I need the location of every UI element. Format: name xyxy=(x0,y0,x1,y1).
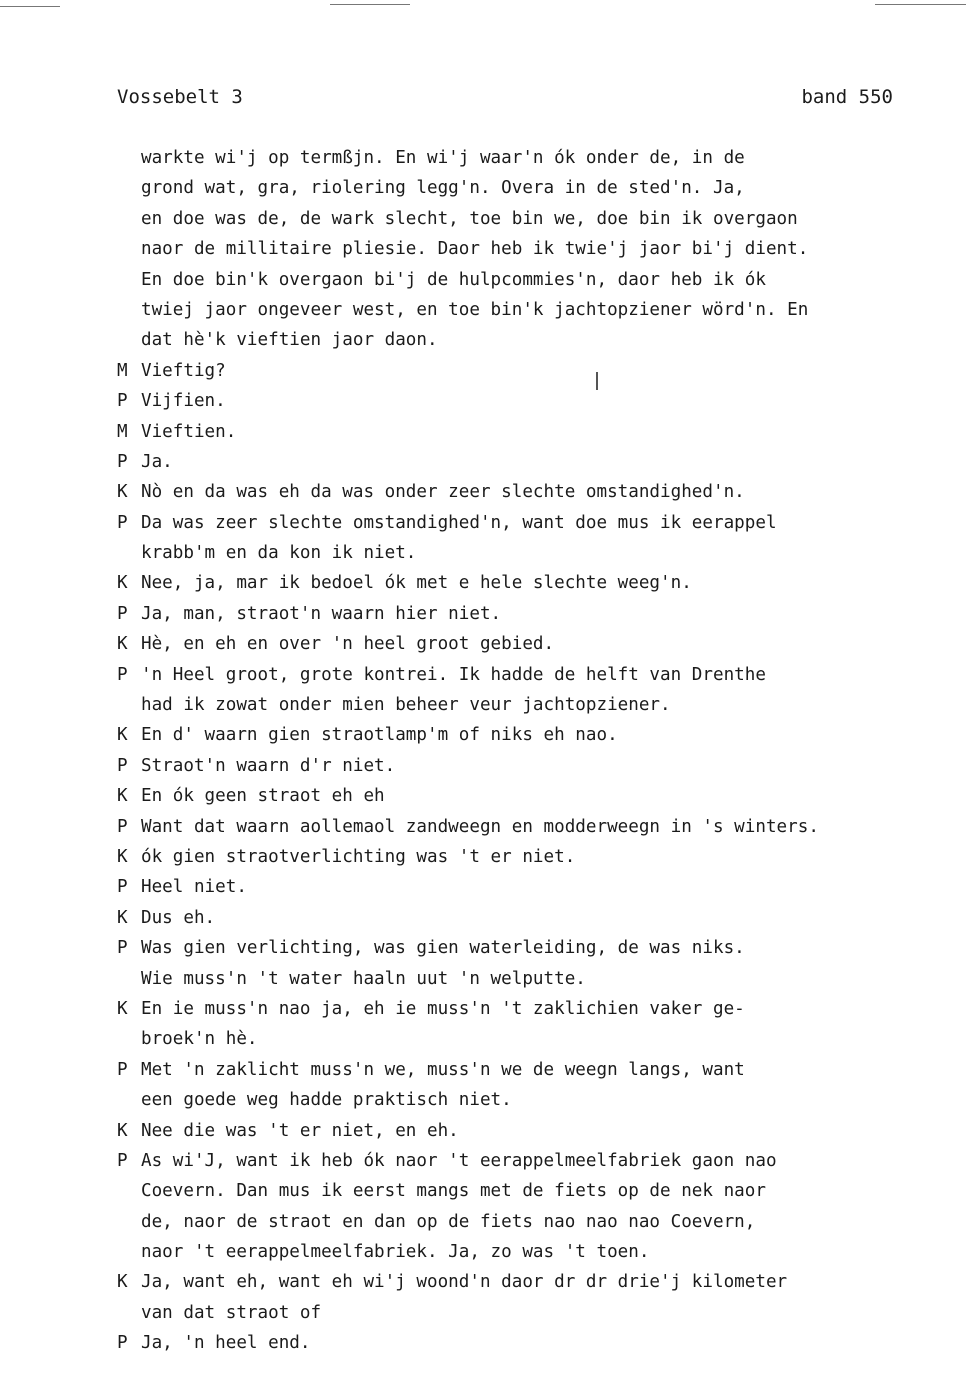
transcript-line xyxy=(117,781,947,811)
transcript-line xyxy=(117,1328,947,1358)
utterance-text: naor de millitaire pliesie. Daor heb ik twie'j jaor bi'j dient. xyxy=(141,239,809,260)
transcript-line xyxy=(117,1298,947,1328)
utterance-text: de, naor de straot en dan op de fiets nao nao nao Coevern, xyxy=(141,1211,756,1232)
transcript-line xyxy=(117,751,947,781)
transcript-line xyxy=(117,964,947,994)
transcript-line xyxy=(117,295,947,325)
transcript-line xyxy=(117,568,947,598)
speaker-label: K xyxy=(117,634,128,655)
transcript-line xyxy=(117,325,947,355)
transcript-line xyxy=(117,143,947,173)
transcript-line xyxy=(117,204,947,234)
utterance-text: Vijfien. xyxy=(141,391,226,412)
utterance-text: En d' waarn gien straotlamp'm of niks eh nao. xyxy=(141,725,618,746)
transcript-line xyxy=(117,386,947,416)
transcript-line xyxy=(117,690,947,720)
speaker-label: K xyxy=(117,482,128,503)
speaker-label: K xyxy=(117,573,128,594)
speaker-label: P xyxy=(117,1059,128,1080)
document-title: Vossebelt 3 xyxy=(117,86,243,108)
transcript-line xyxy=(117,599,947,629)
transcript-line xyxy=(117,234,947,264)
utterance-text: Want dat waarn aollemaol zandweegn en modderweegn in 's winters. xyxy=(141,816,819,837)
speaker-label: P xyxy=(117,603,128,624)
utterance-text: grond wat, gra, riolering legg'n. Overa in de sted'n. Ja, xyxy=(141,178,745,199)
speaker-label: K xyxy=(117,846,128,867)
speaker-label: M xyxy=(117,360,128,381)
utterance-text: En ie muss'n nao ja, eh ie muss'n 't zaklichien vaker ge- xyxy=(141,998,745,1019)
speaker-label: P xyxy=(117,1150,128,1171)
utterance-text: En ók geen straot eh eh xyxy=(141,786,385,807)
utterance-text: Nee die was 't er niet, en eh. xyxy=(141,1120,459,1141)
transcript-line xyxy=(117,1085,947,1115)
transcript-line xyxy=(117,508,947,538)
utterance-text: Coevern. Dan mus ik eerst mangs met de fiets op de nek naor xyxy=(141,1181,766,1202)
transcript-line xyxy=(117,1176,947,1206)
utterance-text: naor 't eerappelmeelfabriek. Ja, zo was 't toen. xyxy=(141,1242,650,1263)
transcript-line xyxy=(117,173,947,203)
utterance-text: Dus eh. xyxy=(141,907,216,928)
speaker-label: P xyxy=(117,512,128,533)
speaker-label: K xyxy=(117,998,128,1019)
transcript-line xyxy=(117,629,947,659)
speaker-label: K xyxy=(117,1120,128,1141)
utterance-text: Ja, 'n heel end. xyxy=(141,1333,311,1354)
transcript-line xyxy=(117,356,947,386)
transcript-line xyxy=(117,903,947,933)
transcript-line xyxy=(117,720,947,750)
utterance-text: Vieftien. xyxy=(141,421,237,442)
transcript-line xyxy=(117,1207,947,1237)
speaker-label: P xyxy=(117,1333,128,1354)
tape-number: band 550 xyxy=(801,86,893,108)
transcript-line xyxy=(117,1055,947,1085)
speaker-label: K xyxy=(117,725,128,746)
utterance-text: van dat straot of xyxy=(141,1302,322,1323)
transcript-line xyxy=(117,477,947,507)
utterance-text: En doe bin'k overgaon bi'j de hulpcommies'n, daor heb ik ók xyxy=(141,269,766,290)
utterance-text: As wi'J, want ik heb ók naor 't eerappelmeelfabriek gaon nao xyxy=(141,1150,777,1171)
speaker-label: K xyxy=(117,786,128,807)
utterance-text: Hè, en eh en over 'n heel groot gebied. xyxy=(141,634,555,655)
utterance-text: had ik zowat onder mien beheer veur jachtopziener. xyxy=(141,695,671,716)
utterance-text: en doe was de, de wark slecht, toe bin we, doe bin ik overgaon xyxy=(141,208,798,229)
speaker-label: P xyxy=(117,816,128,837)
transcript-line xyxy=(117,933,947,963)
utterance-text: krabb'm en da kon ik niet. xyxy=(141,543,417,564)
speaker-label: K xyxy=(117,1272,128,1293)
utterance-text: dat hè'k vieftien jaor daon. xyxy=(141,330,438,351)
transcript-line xyxy=(117,1116,947,1146)
transcript-line xyxy=(117,538,947,568)
transcript-line xyxy=(117,1024,947,1054)
speaker-label: P xyxy=(117,938,128,959)
utterance-text: broek'n hè. xyxy=(141,1029,258,1050)
transcript-line xyxy=(117,417,947,447)
utterance-text: warkte wi'j op termßjn. En wi'j waar'n ók onder de, in de xyxy=(141,148,745,168)
utterance-text: ók gien straotverlichting was 't er niet. xyxy=(141,846,576,867)
transcript-line xyxy=(117,1237,947,1267)
speaker-label: P xyxy=(117,755,128,776)
transcript-line xyxy=(117,265,947,295)
utterance-text: twiej jaor ongeveer west, en toe bin'k jachtopziener wörd'n. En xyxy=(141,299,809,320)
speaker-label: P xyxy=(117,877,128,898)
utterance-text: Straot'n waarn d'r niet. xyxy=(141,755,396,776)
utterance-text: Heel niet. xyxy=(141,877,247,898)
page-header xyxy=(117,84,893,110)
utterance-text: Ja. xyxy=(141,451,173,472)
transcript-line xyxy=(117,872,947,902)
transcript-line xyxy=(117,994,947,1024)
utterance-text: Met 'n zaklicht muss'n we, muss'n we de weegn langs, want xyxy=(141,1059,745,1080)
scan-artifact-top-right xyxy=(875,4,966,5)
scan-artifact-top-center xyxy=(330,4,410,5)
transcript-line xyxy=(117,660,947,690)
transcript-line xyxy=(117,447,947,477)
transcript-line xyxy=(117,812,947,842)
speaker-label: M xyxy=(117,421,128,442)
speaker-label: P xyxy=(117,664,128,685)
utterance-text: een goede weg hadde praktisch niet. xyxy=(141,1090,512,1111)
utterance-text: Ja, want eh, want eh wi'j woond'n daor dr dr drie'j kilometer xyxy=(141,1272,788,1293)
speaker-label: P xyxy=(117,391,128,412)
scan-artifact-top-left xyxy=(0,6,60,7)
utterance-text: Nee, ja, mar ik bedoel ók met e hele slechte weeg'n. xyxy=(141,573,692,594)
transcript-body xyxy=(117,143,947,1359)
utterance-text: Wie muss'n 't water haaln uut 'n welputte. xyxy=(141,968,586,989)
utterance-text: Ja, man, straot'n waarn hier niet. xyxy=(141,603,502,624)
utterance-text: Da was zeer slechte omstandighed'n, want doe mus ik eerappel xyxy=(141,512,777,533)
transcript-line xyxy=(117,1146,947,1176)
utterance-text: 'n Heel groot, grote kontrei. Ik hadde de helft van Drenthe xyxy=(141,664,766,685)
utterance-text: Vieftig? xyxy=(141,360,226,381)
utterance-text: Was gien verlichting, was gien waterleiding, de was niks. xyxy=(141,938,745,959)
transcript-line xyxy=(117,842,947,872)
speaker-label: K xyxy=(117,907,128,928)
utterance-text: Nò en da was eh da was onder zeer slechte omstandighed'n. xyxy=(141,482,745,503)
speaker-label: P xyxy=(117,451,128,472)
transcript-line xyxy=(117,1267,947,1297)
